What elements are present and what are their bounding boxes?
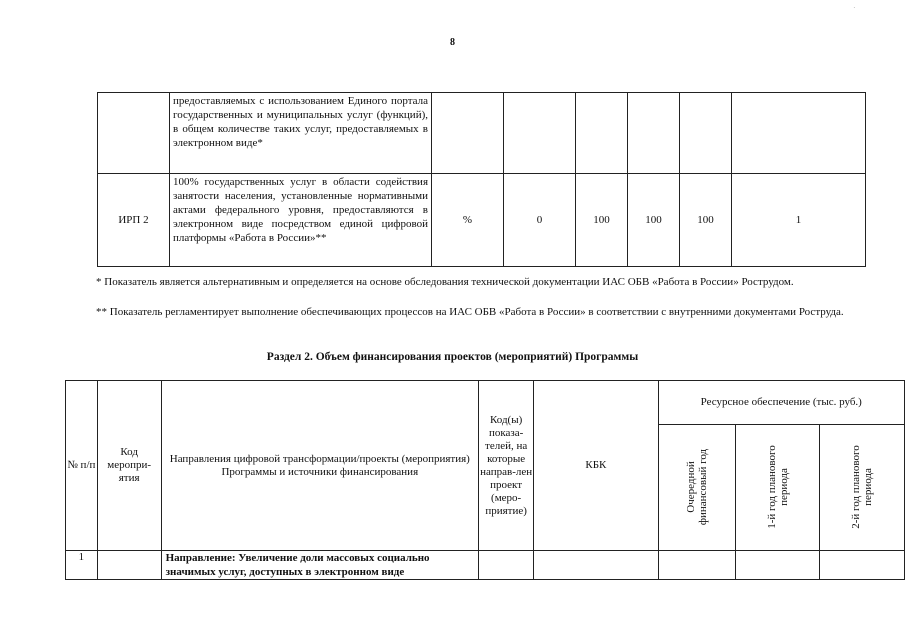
header-year1-line1: 1-й год планового <box>765 445 778 529</box>
footnote-2: ** Показатель регламентирует выполнение обеспечивающих процессов на ИАС ОБВ «Работа в России» в соответствии с внутренними документами Роструда. <box>96 306 844 318</box>
header-indicator-codes: Код(ы) показа-телей, на которые направ-лен проект (меро-приятие) <box>478 381 533 551</box>
indicator-value: 1 <box>732 174 866 267</box>
page-number: 8 <box>450 37 455 48</box>
indicator-value <box>732 93 866 174</box>
row-direction: Направление: Увеличение доли массовых социально значимых услуг, доступных в электронном виде <box>161 551 478 580</box>
indicator-value <box>576 93 628 174</box>
indicator-unit: % <box>432 174 504 267</box>
indicator-code: ИРП 2 <box>98 174 170 267</box>
header-year0-line2: финансовый год <box>696 448 709 526</box>
row-year2 <box>820 551 905 580</box>
header-resources: Ресурсное обеспечение (тыс. руб.) <box>658 381 904 425</box>
header-num: № п/п <box>66 381 98 551</box>
indicator-unit <box>432 93 504 174</box>
header-row <box>66 381 905 425</box>
indicator-value <box>680 93 732 174</box>
header-code: Код меропри-ятия <box>97 381 161 551</box>
indicators-table <box>97 92 866 267</box>
header-year0-line1: Очередной <box>684 461 697 513</box>
table-row <box>98 93 866 174</box>
financing-table <box>65 380 905 580</box>
row-year1 <box>735 551 820 580</box>
row-num: 1 <box>66 551 98 580</box>
row-indicator-codes <box>478 551 533 580</box>
section-title: Раздел 2. Объем финансирования проектов (мероприятий) Программы <box>266 351 639 363</box>
indicator-value: 100 <box>680 174 732 267</box>
row-year0 <box>658 551 735 580</box>
indicator-value: 100 <box>628 174 680 267</box>
row-kbk <box>534 551 658 580</box>
header-kbk: КБК <box>534 381 658 551</box>
indicator-description: предоставляемых с использованием Единого портала государственных и муниципальных услуг (функций), в общем количестве таких услуг, предоставляемых в электронном виде* <box>170 93 432 174</box>
header-direction: Направления цифровой трансформации/проекты (мероприятия) Программы и источники финансирования <box>161 381 478 551</box>
indicator-value: 0 <box>504 174 576 267</box>
header-year2-line1: 2-й год планового <box>850 445 863 529</box>
corner-mark: . <box>853 4 855 10</box>
indicator-value <box>628 93 680 174</box>
table-row <box>98 174 866 267</box>
header-year1 <box>735 425 820 551</box>
indicator-value <box>504 93 576 174</box>
row-code <box>97 551 161 580</box>
footnote-1: * Показатель является альтернативным и определяется на основе обследования технической документации ИАС ОБВ «Работа в России» Рострудом. <box>96 276 794 288</box>
header-year2 <box>820 425 905 551</box>
indicator-value: 100 <box>576 174 628 267</box>
header-year2-line2: периода <box>862 468 875 506</box>
table-row <box>66 551 905 580</box>
header-year0 <box>658 425 735 551</box>
indicator-code <box>98 93 170 174</box>
indicator-description: 100% государственных услуг в области содействия занятости населения, установленные нормативными актами федерального уровня, предоставляются в электронном виде посредством единой цифровой платформы «Работа в России»** <box>170 174 432 267</box>
header-year1-line2: периода <box>777 468 790 506</box>
